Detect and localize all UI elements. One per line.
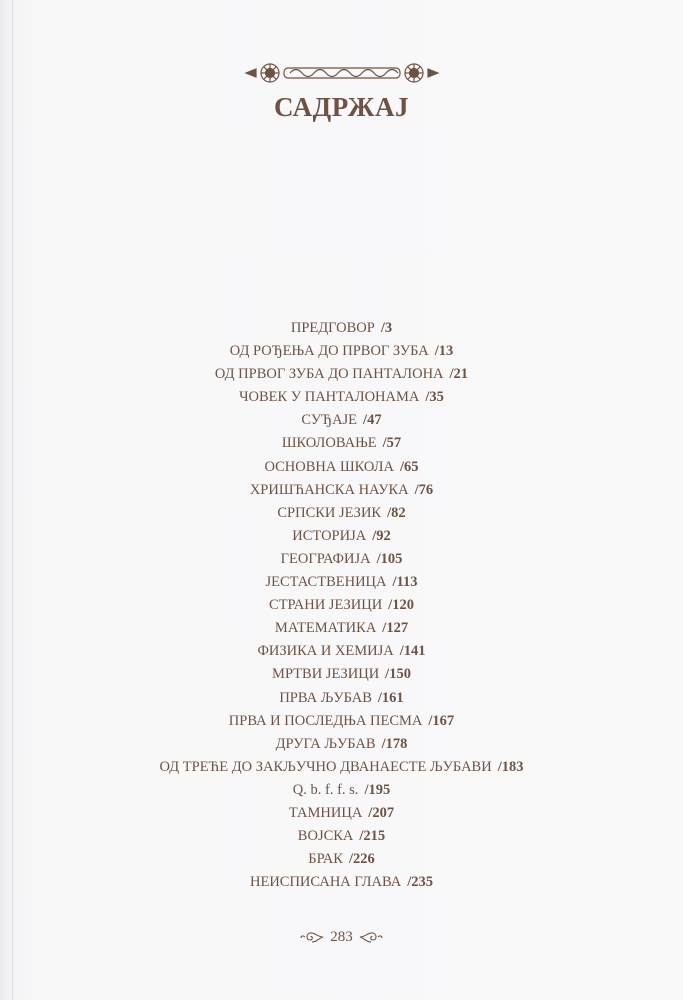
page-footer [0, 925, 683, 949]
toc-entry-page: /82 [387, 504, 406, 521]
toc-entry-page: /13 [434, 343, 454, 360]
toc-entry [0, 317, 683, 340]
toc-entry-page: /207 [368, 804, 395, 821]
toc-entry-page: /35 [425, 389, 444, 406]
toc-entry-title: ЈЕСТАСТВЕНИЦА [265, 574, 387, 591]
toc-entry-page: /57 [382, 435, 402, 452]
toc-entry-page: /141 [399, 643, 426, 660]
table-of-contents [0, 317, 683, 894]
toc-entry-title: Q. b. f. f. s. [292, 781, 359, 798]
toc-entry-title: ХРИШЋАНСКА НАУКА [249, 481, 409, 498]
toc-entry-page: /183 [497, 758, 524, 775]
toc-entry [0, 825, 683, 848]
toc-entry-page: /76 [414, 481, 434, 498]
toc-entry [0, 594, 683, 617]
toc-entry-page: /120 [388, 597, 414, 614]
toc-entry [0, 710, 683, 733]
page-title: САДРЖАЈ [274, 92, 409, 122]
toc-entry-title: СТРАНИ ЈЕЗИЦИ [269, 597, 383, 614]
toc-entry-title: ОД РОЂЕЊА ДО ПРВОГ ЗУБА [229, 343, 429, 360]
toc-entry-title: ВОЈСКА [297, 828, 354, 845]
toc-entry [0, 548, 683, 571]
toc-entry-page: /226 [348, 851, 375, 868]
toc-entry-page: /161 [377, 689, 404, 706]
toc-entry-title: ГЕОГРАФИЈА [280, 550, 371, 567]
toc-entry-page: /92 [372, 527, 391, 544]
toc-entry [0, 687, 683, 710]
toc-entry-page: /195 [364, 781, 391, 798]
toc-entry-title: ДРУГА ЉУБАВ [275, 735, 376, 752]
toc-entry-page: /150 [385, 666, 411, 683]
toc-entry [0, 432, 683, 455]
toc-entry-page: /215 [359, 828, 386, 845]
toc-entry [0, 640, 683, 663]
toc-entry-title: ФИЗИКА И ХЕМИЈА [257, 643, 394, 660]
toc-entry [0, 571, 683, 594]
toc-entry [0, 802, 683, 825]
toc-entry [0, 456, 683, 479]
toc-entry [0, 525, 683, 548]
toc-entry-page: /47 [363, 412, 382, 429]
page-number: 283 [330, 928, 353, 945]
toc-entry-title: ПРВА И ПОСЛЕДЊА ПЕСМА [228, 712, 423, 729]
toc-entry-page: /21 [449, 366, 469, 383]
toc-entry [0, 502, 683, 525]
toc-entry-title: ЧОВЕК У ПАНТАЛОНАМА [239, 389, 420, 406]
toc-entry [0, 663, 683, 686]
toc-entry [0, 733, 683, 756]
toc-entry [0, 386, 683, 409]
toc-entry-title: ОД ПРВОГ ЗУБА ДО ПАНТАЛОНА [214, 366, 444, 383]
toc-entry-page: /178 [381, 735, 408, 752]
toc-entry-title: БРАК [308, 851, 343, 868]
toc-entry-page: /167 [428, 712, 455, 729]
toc-entry-title: ТАМНИЦА [288, 804, 363, 821]
toc-entry-page: /127 [382, 620, 409, 637]
toc-entry-title: МАТЕМАТИКА [274, 620, 377, 637]
toc-entry-title: СРПСКИ ЈЕЗИК [277, 504, 382, 521]
toc-entry-title: ОСНОВНА ШКОЛА [264, 458, 394, 475]
toc-entry-title: ИСТОРИЈА [292, 527, 367, 544]
toc-entry-page: /105 [376, 550, 403, 567]
toc-entry [0, 871, 683, 894]
toc-entry-title: ПРЕДГОВОР [290, 320, 375, 336]
toc-entry [0, 848, 683, 871]
toc-entry [0, 479, 683, 502]
toc-entry-page: /113 [392, 574, 418, 591]
toc-entry [0, 363, 683, 386]
toc-entry-page: /65 [399, 458, 419, 475]
toc-entry [0, 779, 683, 802]
toc-entry-title: ШКОЛОВАЊЕ [281, 435, 377, 452]
toc-entry [0, 617, 683, 640]
decorative-ornament-icon [244, 60, 440, 86]
toc-entry-title: НЕИСПИСАНА ГЛАВА [249, 874, 402, 891]
toc-entry [0, 756, 683, 779]
toc-entry-title: СУЂАЈЕ [301, 412, 358, 429]
right-flourish-icon [358, 929, 384, 945]
toc-entry-title: МРТВИ ЈЕЗИЦИ [272, 666, 380, 683]
toc-entry-page: /3 [380, 320, 393, 336]
toc-entry-page: /235 [407, 874, 433, 891]
toc-entry-title: ОД ТРЕЋЕ ДО ЗАКЉУЧНО ДВАНАЕСТЕ ЉУБАВИ [159, 758, 492, 775]
toc-entry [0, 409, 683, 432]
toc-entry [0, 340, 683, 363]
toc-entry-title: ПРВА ЉУБАВ [279, 689, 372, 706]
left-flourish-icon [299, 929, 325, 945]
